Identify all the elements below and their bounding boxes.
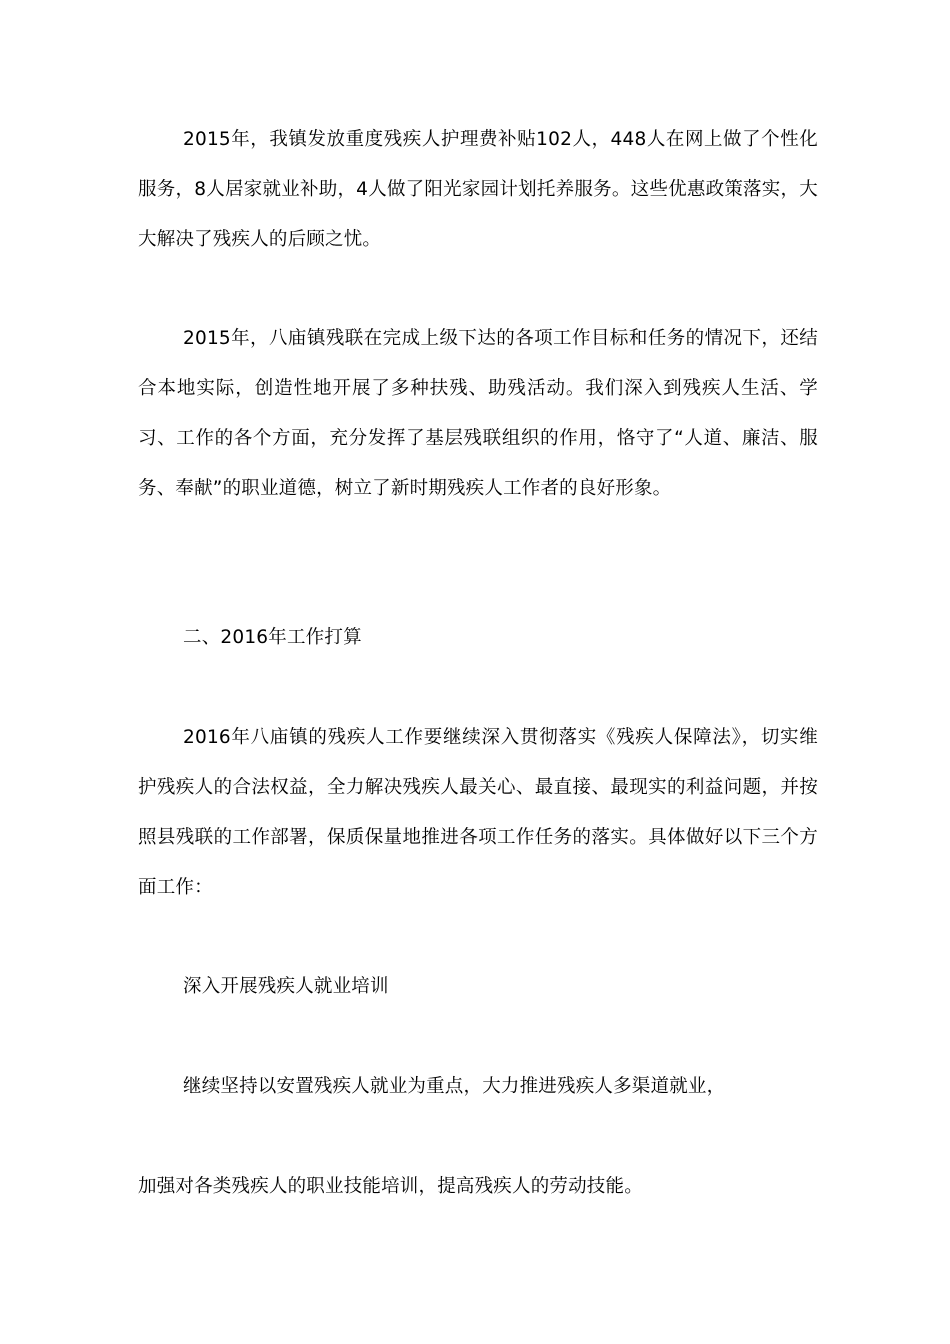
- paragraph-2015-subsidies: 2015年，我镇发放重度残疾人护理费补贴102人，448人在网上做了个性化服务，8人居家就业补助，4人做了阳光家园计划托养服务。这些优惠政策落实，大大解决了残疾人的后顾之忧。: [138, 129, 818, 250]
- paragraph-employment-line-2: 加强对各类残疾人的职业技能培训，提高残疾人的劳动技能。: [138, 1176, 643, 1197]
- section-heading-2016-plan: 二、2016年工作打算: [183, 627, 362, 648]
- paragraph-2016-overview: 2016年八庙镇的残疾人工作要继续深入贯彻落实《残疾人保障法》，切实维护残疾人的合法权益，全力解决残疾人最关心、最直接、最现实的利益问题，并按照县残联的工作部署，保质保量地推进各项工作任务的落实。具体做好以下三个方面工作：: [138, 727, 818, 898]
- paragraph-employment-line-1: 继续坚持以安置残疾人就业为重点，大力推进残疾人多渠道就业，: [183, 1076, 726, 1097]
- paragraph-2015-activities: 2015年，八庙镇残联在完成上级下达的各项工作目标和任务的情况下，还结合本地实际，创造性地开展了多种扶残、助残活动。我们深入到残疾人生活、学习、工作的各个方面，充分发挥了基层残联组织的作用，恪守了“人道、廉洁、服务、奉献”的职业道德，树立了新时期残疾人工作者的良好形象。: [138, 328, 818, 499]
- subheading-employment-training: 深入开展残疾人就业培训: [183, 976, 389, 997]
